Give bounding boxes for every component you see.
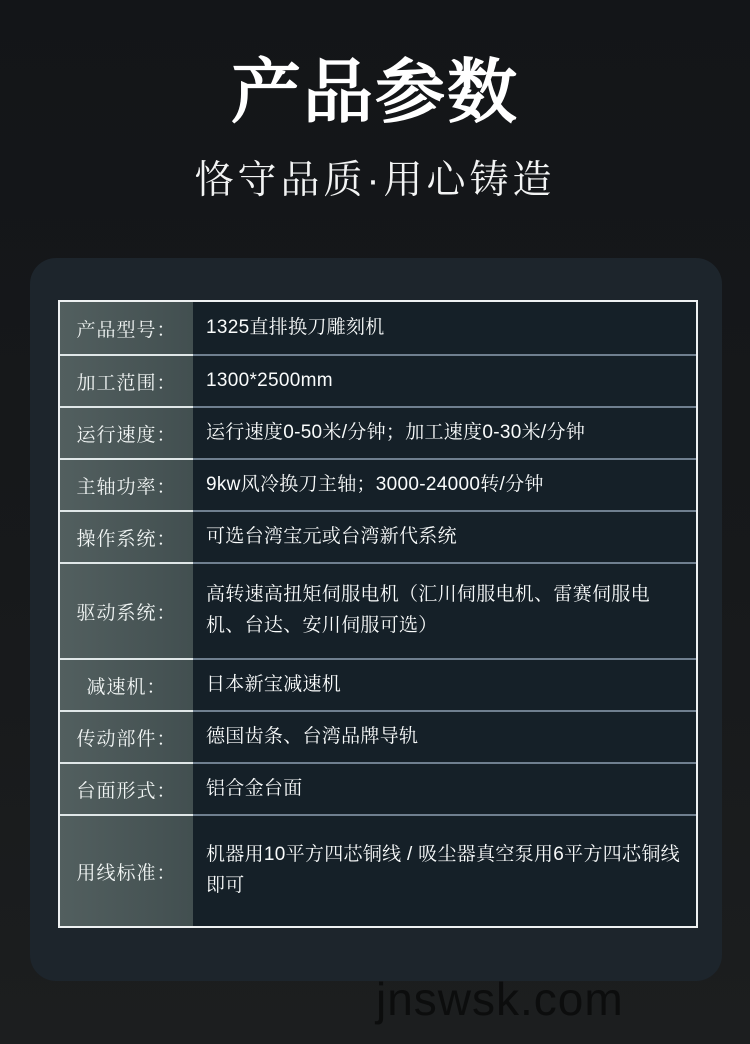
spec-label: 台面形式：	[60, 762, 193, 814]
spec-label: 产品型号：	[60, 302, 193, 354]
spec-row-drive-system	[60, 562, 696, 658]
spec-label: 用线标准：	[60, 814, 193, 926]
spec-value: 可选台湾宝元或台湾新代系统	[193, 510, 696, 562]
spec-value: 日本新宝减速机	[193, 658, 696, 710]
spec-row-operating-system	[60, 510, 696, 562]
spec-row-wiring-standard	[60, 814, 696, 926]
spec-value: 机器用10平方四芯铜线 / 吸尘器真空泵用6平方四芯铜线即可	[193, 814, 696, 926]
page-header	[0, 0, 750, 205]
spec-panel	[30, 258, 722, 981]
spec-label: 减速机：	[60, 658, 193, 710]
watermark: jnswsk.com	[376, 973, 624, 1025]
spec-row-product-model	[60, 302, 696, 354]
page-title: 产品参数	[231, 53, 519, 131]
spec-row-reducer	[60, 658, 696, 710]
spec-row-working-area	[60, 354, 696, 406]
spec-value: 运行速度0-50米/分钟；加工速度0-30米/分钟	[193, 406, 696, 458]
spec-value: 1300*2500mm	[193, 354, 696, 406]
spec-value: 1325直排换刀雕刻机	[193, 302, 696, 354]
spec-label: 主轴功率：	[60, 458, 193, 510]
spec-row-table-type	[60, 762, 696, 814]
spec-value: 高转速高扭矩伺服电机（汇川伺服电机、雷赛伺服电机、台达、安川伺服可选）	[193, 562, 696, 658]
spec-label: 加工范围：	[60, 354, 193, 406]
spec-label: 运行速度：	[60, 406, 193, 458]
spec-row-running-speed	[60, 406, 696, 458]
spec-value: 德国齿条、台湾品牌导轨	[193, 710, 696, 762]
spec-label: 驱动系统：	[60, 562, 193, 658]
spec-label: 传动部件：	[60, 710, 193, 762]
spec-value: 铝合金台面	[193, 762, 696, 814]
page-subtitle: 恪守品质·用心铸造	[194, 158, 556, 202]
spec-row-spindle-power	[60, 458, 696, 510]
spec-value: 9kw风冷换刀主轴；3000-24000转/分钟	[193, 458, 696, 510]
spec-row-transmission-parts	[60, 710, 696, 762]
spec-table	[58, 300, 698, 928]
spec-label: 操作系统：	[60, 510, 193, 562]
